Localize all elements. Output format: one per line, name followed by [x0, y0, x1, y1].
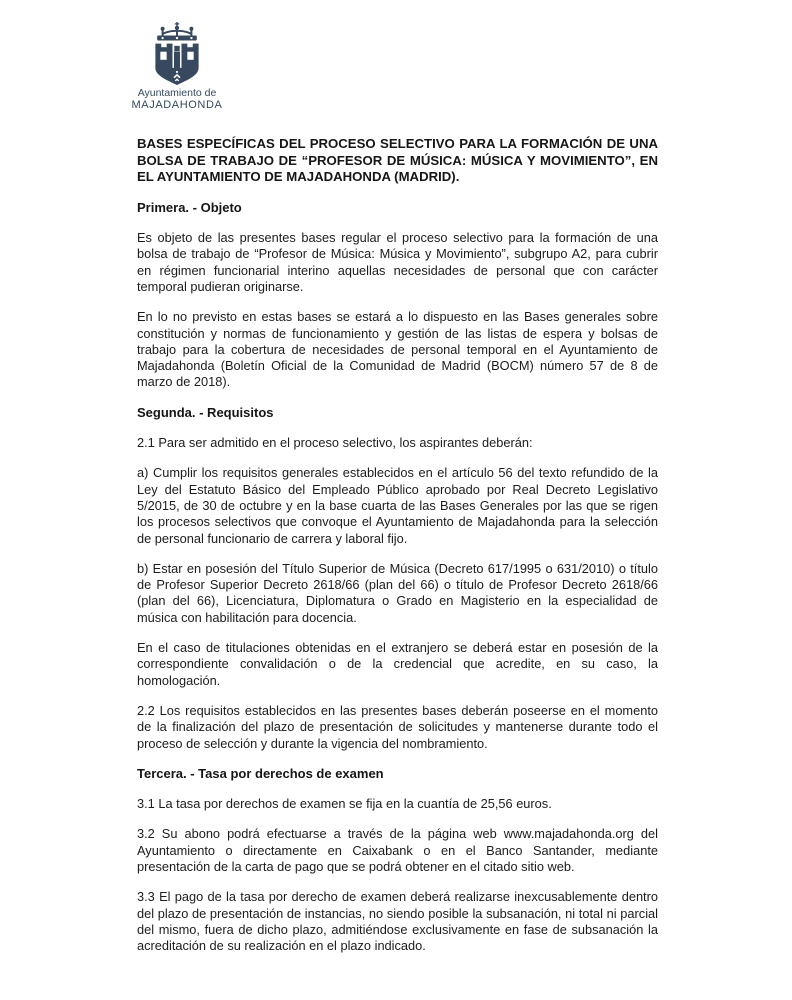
section-heading-primera: Primera. - Objeto: [137, 199, 242, 215]
logo-org-name: Ayuntamiento de: [137, 87, 217, 99]
paragraph-requisitos-2-1: 2.1 Para ser admitido en el proceso selectivo, los aspirantes deberán:: [137, 435, 533, 451]
document-body: [137, 136, 658, 968]
paragraph-objeto-1: Es objeto de las presentes bases regular el proceso selectivo para la formación de una bolsa de trabajo de “Profesor de Música: Música y Movimiento”, subgrupo A2, para cubrir en régimen funcionarial interino aquellas necesidades de personal que con carácter temporal pudieran originarse.: [137, 230, 658, 294]
paragraph-requisitos-extranjero: En el caso de titulaciones obtenidas en el extranjero se deberá estar en posesión de la correspondiente convalidación o de la credencial que acredite, en su caso, la homologación.: [137, 640, 658, 688]
majadahonda-logo: [131, 22, 223, 111]
section-heading-tercera: Tercera. - Tasa por derechos de examen: [137, 765, 384, 781]
paragraph-objeto-2: En lo no previsto en estas bases se estará a lo dispuesto en las Bases generales sobre constitución y normas de funcionamiento y gestión de las listas de espera y bolsas de trabajo para la cobertura de necesidades de personal temporal en el Ayuntamiento de Majadahonda (Boletín Oficial de la Comunidad de Madrid (BOCM) número 57 de 8 de marzo de 2018).: [137, 309, 658, 390]
paragraph-tasa-3-3: 3.3 El pago de la tasa por derecho de examen deberá realizarse inexcusablemente dentro del plazo de presentación de instancias, no siendo posible la subsanación, ni total ni parcial del mismo, fuera de dicho plazo, admitiéndose exclusivamente en fase de subsanación la acreditación de su realización en el plazo indicado.: [137, 889, 658, 954]
paragraph-requisitos-2-2: 2.2 Los requisitos establecidos en las presentes bases deberán poseerse en el momento de la finalización del plazo de presentación de solicitudes y mantenerse durante todo el proceso de selección y durante la vigencia del nombramiento.: [137, 702, 658, 751]
paragraph-requisitos-b: b) Estar en posesión del Título Superior de Música (Decreto 617/1995 o 631/2010) o título de Profesor Superior Decreto 2618/66 (plan del 66) o título de Profesor Decreto 2618/66 (plan del 66), Licenciatura, Diplomatura o Grado en Magisterio en la especialidad de música con habilitación para docencia.: [137, 560, 658, 625]
logo-city-name: MAJADAHONDA: [131, 99, 223, 111]
paragraph-tasa-3-2: 3.2 Su abono podrá efectuarse a través de la página web www.majadahonda.org del Ayuntamiento o directamente en Caixabank o en el Banco Santander, mediante presentación de la carta de pago que se podrá obtener en el citado sitio web.: [137, 826, 658, 874]
coat-of-arms-icon: [149, 22, 205, 85]
paragraph-requisitos-a: a) Cumplir los requisitos generales establecidos en el artículo 56 del texto refundido de la Ley del Estatuto Básico del Empleado Público aprobado por Real Decreto Legislativo 5/2015, de 30 de octubre y en la base cuarta de las Bases Generales por las que se rigen los procesos selectivos que convoque el Ayuntamiento de Majadahonda para la selección de personal funcionario de carrera y laboral fijo.: [137, 465, 658, 546]
section-heading-segunda: Segunda. - Requisitos: [137, 404, 274, 420]
paragraph-tasa-3-1: 3.1 La tasa por derechos de examen se fija en la cuantía de 25,56 euros.: [137, 796, 552, 812]
document-title: BASES ESPECÍFICAS DEL PROCESO SELECTIVO PARA LA FORMACIÓN DE UNA BOLSA DE TRABAJO DE “PROFESOR DE MÚSICA: MÚSICA Y MOVIMIENTO”, EN EL AYUNTAMIENTO DE MAJADAHONDA (MADRID).: [137, 136, 658, 185]
